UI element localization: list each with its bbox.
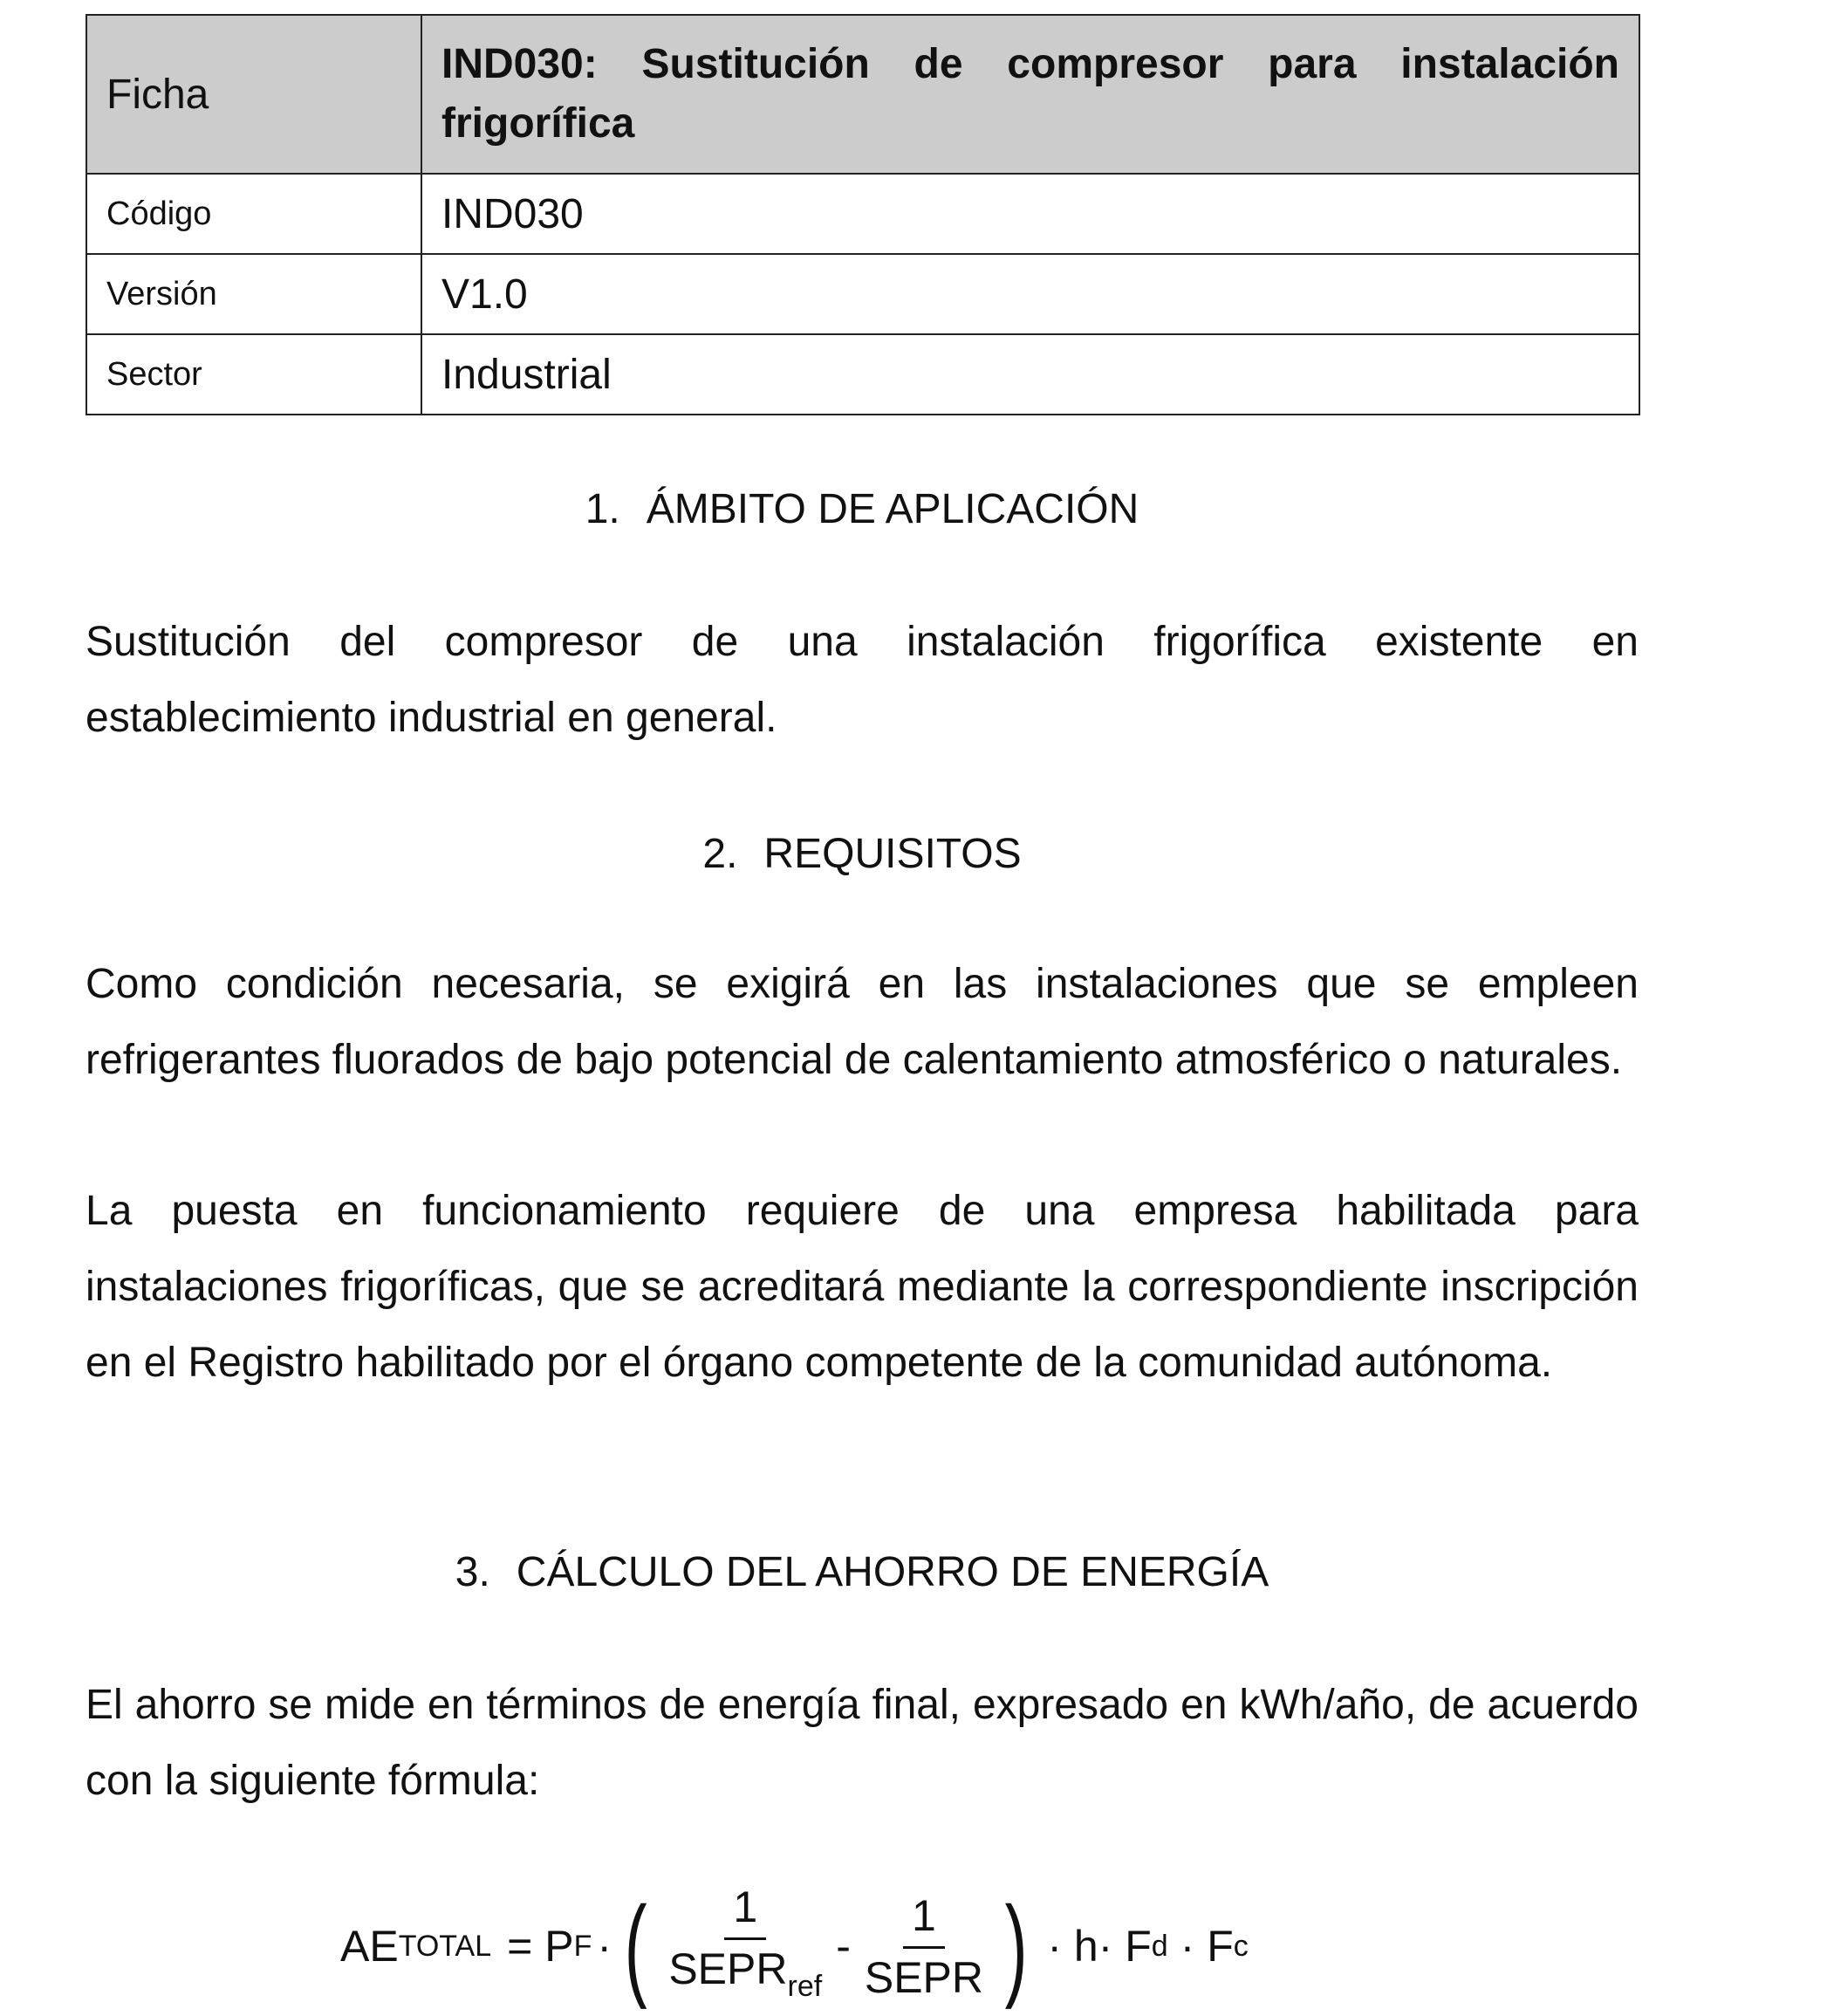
energy-formula <box>340 1876 1249 2016</box>
header-label: Ficha <box>86 15 421 174</box>
formula-lhs-sub: TOTAL <box>398 1929 492 1963</box>
fraction-ref <box>660 1882 831 2012</box>
section-heading-calculo <box>86 1548 1639 1596</box>
paragraph: Sustitución del compresor de una instalación frigorífica existente en establecimiento industrial en general. <box>86 619 1639 741</box>
section-number: 3. <box>455 1549 490 1595</box>
close-paren: ) <box>1004 1882 1028 2010</box>
section-heading-requisitos <box>86 830 1639 878</box>
header-title: IND030: Sustitución de compresor para instalación frigorífica <box>421 15 1639 174</box>
row-value: IND030 <box>421 174 1639 254</box>
row-label: Versión <box>86 254 421 334</box>
fraction-denominator: SEPR <box>864 1952 984 2002</box>
row-value: Industrial <box>421 334 1639 415</box>
section-title: REQUISITOS <box>763 831 1022 877</box>
section-heading-ambito <box>86 485 1639 533</box>
fraction-denominator <box>660 1940 831 2012</box>
fraction-numerator: 1 <box>724 1882 766 1940</box>
fraction-new <box>856 1890 992 2003</box>
formula-lhs: AE <box>340 1922 399 1971</box>
fraction-numerator: 1 <box>903 1890 945 1949</box>
table-row-sector <box>86 334 1639 415</box>
open-paren: ( <box>624 1882 647 2010</box>
formula-dot2: · F <box>1180 1922 1234 1971</box>
table-row-codigo <box>86 174 1639 254</box>
formula-minus: - <box>836 1922 851 1971</box>
section-title: ÁMBITO DE APLICACIÓN <box>646 486 1139 532</box>
section-title: CÁLCULO DEL AHORRO DE ENERGÍA <box>516 1549 1269 1595</box>
ficha-table <box>86 14 1640 415</box>
section-number: 1. <box>585 486 620 532</box>
table-header-row <box>86 15 1639 174</box>
formula-p-sub: F <box>573 1929 592 1963</box>
row-label: Código <box>86 174 421 254</box>
formula-fc-sub: c <box>1233 1929 1249 1963</box>
row-label: Sector <box>86 334 421 415</box>
paragraph: El ahorro se mide en términos de energía final, expresado en kWh/año, de acuerdo con la siguiente fórmula: <box>86 1682 1639 1804</box>
row-value: V1.0 <box>421 254 1639 334</box>
paragraph: La puesta en funcionamiento requiere de una empresa habilitada para instalaciones frigoríficas, que se acreditará mediante la correspondiente inscripción en el Registro habilitado por el órgano competente de la comunidad autónoma. <box>86 1188 1639 1386</box>
paragraph: Como condición necesaria, se exigirá en las instalaciones que se empleen refrigerantes fluorados de bajo potencial de calentamiento atmosférico o naturales. <box>86 961 1639 1083</box>
denominator-sub: ref <box>787 1969 823 2003</box>
formula-eq: = P <box>507 1922 574 1971</box>
table-row-version <box>86 254 1639 334</box>
formula-dot: · <box>597 1922 612 1971</box>
formula-tail: · h· F <box>1047 1922 1152 1971</box>
formula-fd-sub: d <box>1151 1929 1168 1963</box>
denominator-text: SEPR <box>668 1944 788 1993</box>
section-number: 2. <box>702 831 738 877</box>
document-page <box>86 14 1639 1804</box>
